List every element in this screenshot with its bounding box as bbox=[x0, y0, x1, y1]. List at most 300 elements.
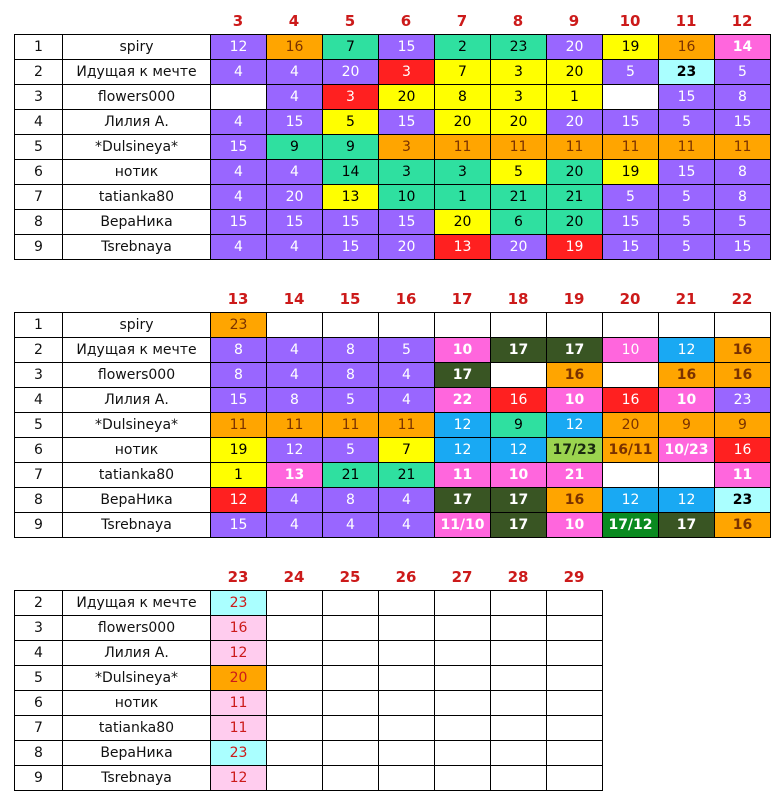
day-cell: 5 bbox=[323, 438, 379, 463]
day-cell: 16 bbox=[659, 363, 715, 388]
participant-name: spiry bbox=[63, 35, 211, 60]
table-row bbox=[15, 666, 603, 691]
day-cell: 14 bbox=[715, 35, 771, 60]
day-header: 10 bbox=[619, 12, 641, 30]
day-header: 8 bbox=[512, 12, 524, 30]
row-number: 1 bbox=[15, 313, 63, 338]
day-cell: 17/23 bbox=[547, 438, 603, 463]
day-cell: 20 bbox=[491, 235, 547, 260]
day-cell: 23 bbox=[211, 741, 267, 766]
row-number: 7 bbox=[15, 185, 63, 210]
day-cell: 13 bbox=[323, 185, 379, 210]
day-cell: 15 bbox=[603, 235, 659, 260]
participant-name: tatianka80 bbox=[63, 716, 211, 741]
table-row bbox=[15, 313, 771, 338]
day-cell: 19 bbox=[547, 235, 603, 260]
day-cell: 15 bbox=[715, 235, 771, 260]
row-number: 8 bbox=[15, 488, 63, 513]
table-row bbox=[15, 160, 771, 185]
day-cell: 9 bbox=[267, 135, 323, 160]
day-cell bbox=[603, 463, 659, 488]
day-header: 21 bbox=[675, 290, 697, 308]
day-header-row bbox=[0, 566, 784, 592]
day-cell: 22 bbox=[435, 388, 491, 413]
day-cell: 5 bbox=[379, 338, 435, 363]
day-cell: 16 bbox=[715, 363, 771, 388]
day-cell: 11 bbox=[715, 463, 771, 488]
day-cell: 16 bbox=[547, 363, 603, 388]
participant-name: flowers000 bbox=[63, 363, 211, 388]
day-cell bbox=[547, 616, 603, 641]
day-cell: 4 bbox=[267, 235, 323, 260]
day-cell: 10 bbox=[435, 338, 491, 363]
day-cell: 15 bbox=[379, 210, 435, 235]
participant-name: Идущая к мечте bbox=[63, 338, 211, 363]
day-cell bbox=[491, 591, 547, 616]
table-row bbox=[15, 60, 771, 85]
row-number: 5 bbox=[15, 135, 63, 160]
row-number: 2 bbox=[15, 338, 63, 363]
day-cell bbox=[435, 591, 491, 616]
day-cell: 12 bbox=[491, 438, 547, 463]
row-number: 9 bbox=[15, 513, 63, 538]
table-row bbox=[15, 135, 771, 160]
day-cell: 4 bbox=[379, 363, 435, 388]
day-cell: 8 bbox=[211, 363, 267, 388]
day-cell bbox=[211, 85, 267, 110]
row-number: 6 bbox=[15, 691, 63, 716]
table-row bbox=[15, 388, 771, 413]
day-cell bbox=[435, 616, 491, 641]
day-cell: 19 bbox=[603, 160, 659, 185]
day-cell: 20 bbox=[323, 60, 379, 85]
day-cell: 11 bbox=[659, 135, 715, 160]
day-cell: 7 bbox=[379, 438, 435, 463]
day-cell bbox=[547, 591, 603, 616]
schedule-table bbox=[14, 34, 771, 260]
day-cell bbox=[603, 313, 659, 338]
day-cell: 13 bbox=[267, 463, 323, 488]
day-cell: 2 bbox=[435, 35, 491, 60]
day-header: 28 bbox=[507, 568, 529, 586]
day-cell bbox=[491, 616, 547, 641]
day-cell: 16 bbox=[547, 488, 603, 513]
row-number: 4 bbox=[15, 388, 63, 413]
day-cell: 16 bbox=[267, 35, 323, 60]
day-header: 13 bbox=[227, 290, 249, 308]
schedule-block-3 bbox=[0, 566, 784, 800]
day-cell: 16 bbox=[715, 513, 771, 538]
day-cell: 4 bbox=[211, 110, 267, 135]
table-row bbox=[15, 235, 771, 260]
day-cell: 10 bbox=[547, 388, 603, 413]
day-cell: 12 bbox=[211, 35, 267, 60]
participant-name: *Dulsineya* bbox=[63, 135, 211, 160]
day-cell bbox=[379, 716, 435, 741]
day-cell: 11 bbox=[323, 413, 379, 438]
table-row bbox=[15, 691, 603, 716]
day-header: 12 bbox=[731, 12, 753, 30]
day-cell: 7 bbox=[323, 35, 379, 60]
day-cell bbox=[491, 313, 547, 338]
day-cell: 8 bbox=[715, 85, 771, 110]
day-cell: 3 bbox=[323, 85, 379, 110]
day-cell bbox=[267, 716, 323, 741]
day-cell bbox=[435, 741, 491, 766]
day-cell bbox=[379, 313, 435, 338]
day-cell: 20 bbox=[547, 210, 603, 235]
day-cell: 4 bbox=[267, 60, 323, 85]
row-number: 3 bbox=[15, 85, 63, 110]
day-cell: 5 bbox=[659, 110, 715, 135]
table-row bbox=[15, 85, 771, 110]
day-header: 26 bbox=[395, 568, 417, 586]
day-cell: 15 bbox=[211, 513, 267, 538]
day-cell: 5 bbox=[715, 210, 771, 235]
day-cell: 15 bbox=[323, 235, 379, 260]
day-cell: 3 bbox=[379, 60, 435, 85]
day-header: 25 bbox=[339, 568, 361, 586]
day-cell: 15 bbox=[211, 135, 267, 160]
day-cell: 4 bbox=[323, 513, 379, 538]
day-cell: 17 bbox=[547, 338, 603, 363]
participant-name: ВераНика bbox=[63, 488, 211, 513]
day-cell bbox=[435, 691, 491, 716]
day-cell: 5 bbox=[491, 160, 547, 185]
day-cell bbox=[267, 616, 323, 641]
participant-name: tatianka80 bbox=[63, 185, 211, 210]
table-row bbox=[15, 463, 771, 488]
day-cell bbox=[491, 666, 547, 691]
day-header: 27 bbox=[451, 568, 473, 586]
day-cell: 5 bbox=[603, 60, 659, 85]
day-cell bbox=[603, 363, 659, 388]
row-number: 1 bbox=[15, 35, 63, 60]
day-cell: 20 bbox=[379, 85, 435, 110]
day-cell: 9 bbox=[491, 413, 547, 438]
day-cell bbox=[379, 666, 435, 691]
day-cell: 4 bbox=[267, 513, 323, 538]
day-cell: 5 bbox=[603, 185, 659, 210]
day-cell: 11 bbox=[211, 691, 267, 716]
schedule-table bbox=[14, 590, 603, 791]
day-cell bbox=[435, 666, 491, 691]
day-cell: 3 bbox=[491, 60, 547, 85]
day-cell: 15 bbox=[211, 388, 267, 413]
day-cell: 20 bbox=[547, 160, 603, 185]
day-cell bbox=[547, 691, 603, 716]
day-cell: 4 bbox=[267, 488, 323, 513]
table-row bbox=[15, 766, 603, 791]
day-cell: 10 bbox=[379, 185, 435, 210]
day-cell bbox=[323, 313, 379, 338]
day-cell bbox=[547, 313, 603, 338]
day-cell: 3 bbox=[435, 160, 491, 185]
day-header-row bbox=[0, 10, 784, 36]
day-cell: 11 bbox=[211, 716, 267, 741]
day-cell bbox=[379, 616, 435, 641]
table-row bbox=[15, 513, 771, 538]
day-cell: 16 bbox=[715, 438, 771, 463]
day-cell bbox=[547, 666, 603, 691]
day-cell: 4 bbox=[211, 185, 267, 210]
row-number: 2 bbox=[15, 60, 63, 85]
day-cell: 17/12 bbox=[603, 513, 659, 538]
day-cell: 11 bbox=[603, 135, 659, 160]
day-header: 19 bbox=[563, 290, 585, 308]
day-cell: 23 bbox=[211, 313, 267, 338]
participant-name: Tsrebnaya bbox=[63, 766, 211, 791]
row-number: 3 bbox=[15, 363, 63, 388]
day-cell: 15 bbox=[379, 110, 435, 135]
day-cell: 3 bbox=[491, 85, 547, 110]
day-header: 23 bbox=[227, 568, 249, 586]
row-number: 2 bbox=[15, 591, 63, 616]
participant-name: ВераНика bbox=[63, 210, 211, 235]
day-cell: 12 bbox=[211, 488, 267, 513]
day-cell bbox=[323, 641, 379, 666]
day-cell: 20 bbox=[379, 235, 435, 260]
day-cell: 11 bbox=[379, 413, 435, 438]
day-cell bbox=[491, 766, 547, 791]
day-cell: 17 bbox=[491, 488, 547, 513]
day-cell bbox=[435, 641, 491, 666]
day-cell bbox=[715, 313, 771, 338]
day-cell: 11 bbox=[435, 135, 491, 160]
day-cell bbox=[603, 85, 659, 110]
day-cell bbox=[267, 641, 323, 666]
day-cell: 23 bbox=[491, 35, 547, 60]
day-header: 15 bbox=[339, 290, 361, 308]
day-cell: 4 bbox=[379, 388, 435, 413]
day-cell: 19 bbox=[603, 35, 659, 60]
day-header: 20 bbox=[619, 290, 641, 308]
schedule-block-1 bbox=[0, 10, 784, 270]
day-cell: 12 bbox=[211, 641, 267, 666]
day-cell: 20 bbox=[211, 666, 267, 691]
participant-name: Tsrebnaya bbox=[63, 513, 211, 538]
day-cell bbox=[267, 313, 323, 338]
day-cell bbox=[379, 591, 435, 616]
day-cell: 15 bbox=[603, 110, 659, 135]
day-cell: 4 bbox=[379, 513, 435, 538]
day-header: 9 bbox=[568, 12, 580, 30]
day-cell bbox=[267, 591, 323, 616]
day-cell: 9 bbox=[715, 413, 771, 438]
day-header: 11 bbox=[675, 12, 697, 30]
day-cell: 17 bbox=[435, 363, 491, 388]
day-cell: 5 bbox=[323, 110, 379, 135]
row-number: 8 bbox=[15, 210, 63, 235]
day-header: 18 bbox=[507, 290, 529, 308]
table-row bbox=[15, 110, 771, 135]
day-cell: 23 bbox=[715, 388, 771, 413]
day-cell: 10 bbox=[547, 513, 603, 538]
participant-name: Идущая к мечте bbox=[63, 60, 211, 85]
day-cell: 15 bbox=[659, 160, 715, 185]
day-cell: 16 bbox=[715, 338, 771, 363]
day-cell bbox=[659, 313, 715, 338]
schedule-table bbox=[14, 312, 771, 538]
day-cell: 12 bbox=[659, 488, 715, 513]
day-cell bbox=[491, 716, 547, 741]
participant-name: Идущая к мечте bbox=[63, 591, 211, 616]
day-cell bbox=[323, 716, 379, 741]
day-cell: 23 bbox=[211, 591, 267, 616]
day-cell: 8 bbox=[211, 338, 267, 363]
day-cell bbox=[659, 463, 715, 488]
table-row bbox=[15, 741, 603, 766]
day-cell bbox=[267, 741, 323, 766]
day-cell: 13 bbox=[435, 235, 491, 260]
day-cell: 21 bbox=[379, 463, 435, 488]
table-row bbox=[15, 363, 771, 388]
day-header: 4 bbox=[288, 12, 300, 30]
row-number: 5 bbox=[15, 413, 63, 438]
day-cell: 8 bbox=[435, 85, 491, 110]
day-cell: 5 bbox=[659, 185, 715, 210]
day-cell: 11 bbox=[491, 135, 547, 160]
day-cell bbox=[323, 616, 379, 641]
row-number: 9 bbox=[15, 766, 63, 791]
day-header: 6 bbox=[400, 12, 412, 30]
day-cell: 20 bbox=[491, 110, 547, 135]
day-cell: 16 bbox=[211, 616, 267, 641]
day-cell: 3 bbox=[379, 135, 435, 160]
day-cell: 16 bbox=[659, 35, 715, 60]
day-cell: 5 bbox=[659, 210, 715, 235]
day-header-row bbox=[0, 288, 784, 314]
day-cell bbox=[491, 691, 547, 716]
participant-name: Tsrebnaya bbox=[63, 235, 211, 260]
table-row bbox=[15, 210, 771, 235]
row-number: 7 bbox=[15, 716, 63, 741]
day-cell bbox=[435, 766, 491, 791]
day-cell bbox=[379, 691, 435, 716]
day-cell: 10 bbox=[603, 338, 659, 363]
day-cell: 5 bbox=[659, 235, 715, 260]
day-cell: 15 bbox=[603, 210, 659, 235]
day-cell bbox=[547, 716, 603, 741]
day-cell: 10 bbox=[659, 388, 715, 413]
day-cell: 4 bbox=[267, 363, 323, 388]
day-cell: 15 bbox=[659, 85, 715, 110]
day-cell: 1 bbox=[435, 185, 491, 210]
day-cell: 20 bbox=[435, 110, 491, 135]
day-cell: 19 bbox=[211, 438, 267, 463]
day-cell bbox=[547, 766, 603, 791]
participant-name: нотик bbox=[63, 691, 211, 716]
day-cell: 17 bbox=[435, 488, 491, 513]
day-cell: 11 bbox=[547, 135, 603, 160]
day-cell bbox=[435, 313, 491, 338]
participant-name: ВераНика bbox=[63, 741, 211, 766]
day-cell: 8 bbox=[323, 488, 379, 513]
day-cell: 12 bbox=[547, 413, 603, 438]
day-cell: 20 bbox=[547, 110, 603, 135]
day-cell bbox=[267, 691, 323, 716]
table-row bbox=[15, 413, 771, 438]
participant-name: flowers000 bbox=[63, 616, 211, 641]
day-cell: 21 bbox=[491, 185, 547, 210]
day-cell: 8 bbox=[323, 338, 379, 363]
day-cell: 12 bbox=[435, 438, 491, 463]
table-row bbox=[15, 716, 603, 741]
day-cell bbox=[379, 641, 435, 666]
day-header: 3 bbox=[232, 12, 244, 30]
table-row bbox=[15, 438, 771, 463]
participant-name: spiry bbox=[63, 313, 211, 338]
day-cell: 11 bbox=[715, 135, 771, 160]
day-cell: 8 bbox=[323, 363, 379, 388]
day-cell: 8 bbox=[715, 185, 771, 210]
day-cell: 4 bbox=[211, 235, 267, 260]
day-cell: 15 bbox=[715, 110, 771, 135]
day-cell: 4 bbox=[267, 160, 323, 185]
day-cell: 20 bbox=[603, 413, 659, 438]
day-cell: 14 bbox=[323, 160, 379, 185]
day-cell bbox=[379, 766, 435, 791]
day-header: 24 bbox=[283, 568, 305, 586]
day-header: 17 bbox=[451, 290, 473, 308]
row-number: 6 bbox=[15, 438, 63, 463]
day-cell: 17 bbox=[491, 513, 547, 538]
day-cell: 17 bbox=[659, 513, 715, 538]
day-cell: 21 bbox=[547, 463, 603, 488]
day-cell bbox=[435, 716, 491, 741]
day-cell: 12 bbox=[603, 488, 659, 513]
day-cell: 20 bbox=[435, 210, 491, 235]
day-cell bbox=[547, 641, 603, 666]
day-cell: 23 bbox=[715, 488, 771, 513]
row-number: 8 bbox=[15, 741, 63, 766]
participant-name: tatianka80 bbox=[63, 463, 211, 488]
row-number: 3 bbox=[15, 616, 63, 641]
day-cell: 8 bbox=[715, 160, 771, 185]
day-cell: 3 bbox=[379, 160, 435, 185]
day-cell: 1 bbox=[547, 85, 603, 110]
day-header: 14 bbox=[283, 290, 305, 308]
day-cell: 15 bbox=[323, 210, 379, 235]
row-number: 5 bbox=[15, 666, 63, 691]
day-cell: 5 bbox=[323, 388, 379, 413]
day-cell: 12 bbox=[435, 413, 491, 438]
day-cell: 8 bbox=[267, 388, 323, 413]
day-cell bbox=[323, 691, 379, 716]
day-cell: 20 bbox=[547, 60, 603, 85]
day-cell: 11 bbox=[435, 463, 491, 488]
day-cell: 21 bbox=[547, 185, 603, 210]
day-header: 16 bbox=[395, 290, 417, 308]
row-number: 7 bbox=[15, 463, 63, 488]
row-number: 9 bbox=[15, 235, 63, 260]
day-cell: 7 bbox=[435, 60, 491, 85]
day-cell bbox=[491, 363, 547, 388]
table-row bbox=[15, 616, 603, 641]
day-cell: 4 bbox=[211, 160, 267, 185]
day-cell: 11/10 bbox=[435, 513, 491, 538]
participant-name: Лилия А. bbox=[63, 388, 211, 413]
day-cell: 10 bbox=[491, 463, 547, 488]
row-number: 4 bbox=[15, 641, 63, 666]
participant-name: *Dulsineya* bbox=[63, 413, 211, 438]
day-cell bbox=[267, 666, 323, 691]
day-cell bbox=[379, 741, 435, 766]
day-cell: 20 bbox=[267, 185, 323, 210]
day-cell: 11 bbox=[211, 413, 267, 438]
row-number: 6 bbox=[15, 160, 63, 185]
day-header: 5 bbox=[344, 12, 356, 30]
